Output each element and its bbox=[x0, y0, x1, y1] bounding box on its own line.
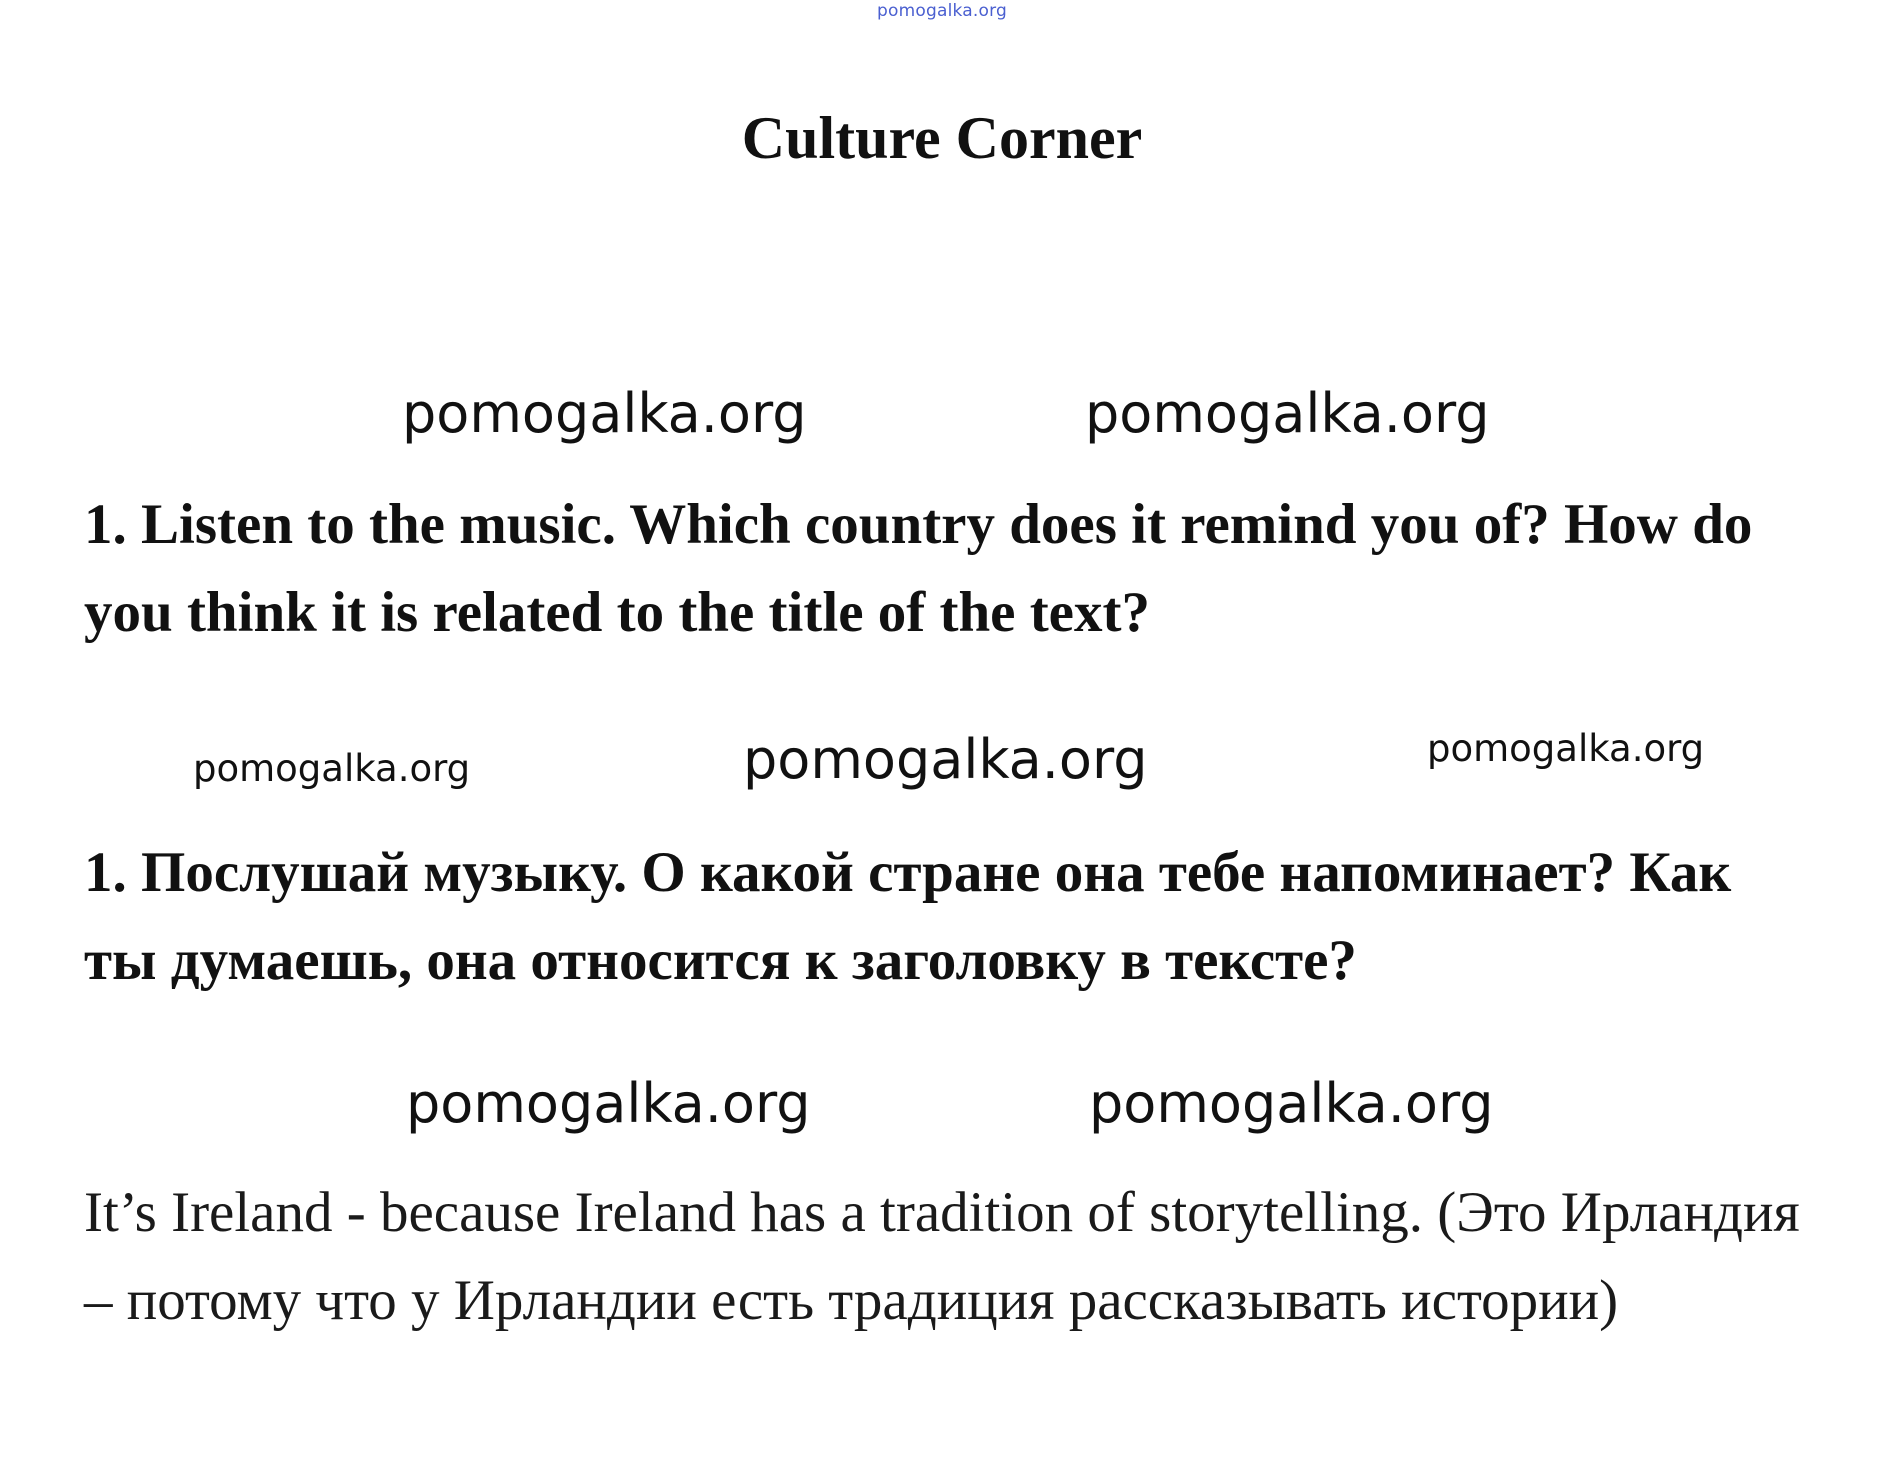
watermark-text: pomogalka.org bbox=[743, 728, 1148, 791]
watermark-text: pomogalka.org bbox=[193, 747, 471, 790]
watermark-text: pomogalka.org bbox=[1427, 727, 1705, 770]
watermark-text: pomogalka.org bbox=[1085, 382, 1490, 445]
question-russian: 1. Послушай музыку. О какой стране она тебе напоминает? Как ты думаешь, она относится к заголовку в тексте? bbox=[84, 841, 1732, 992]
page-title: Culture Corner bbox=[741, 105, 1143, 171]
watermark-text: pomogalka.org bbox=[406, 1072, 811, 1135]
watermark-text: pomogalka.org bbox=[1089, 1072, 1494, 1135]
answer-text: It’s Ireland - because Ireland has a tradition of storytelling. (Это Ирландия – потому что у Ирландии есть традиция рассказывать истории) bbox=[84, 1181, 1800, 1332]
watermark-text: pomogalka.org bbox=[402, 382, 807, 445]
question-english: 1. Listen to the music. Which country does it remind you of? How do you think it is related to the title of the text? bbox=[84, 493, 1753, 644]
header-watermark: pomogalka.org bbox=[877, 1, 1007, 21]
